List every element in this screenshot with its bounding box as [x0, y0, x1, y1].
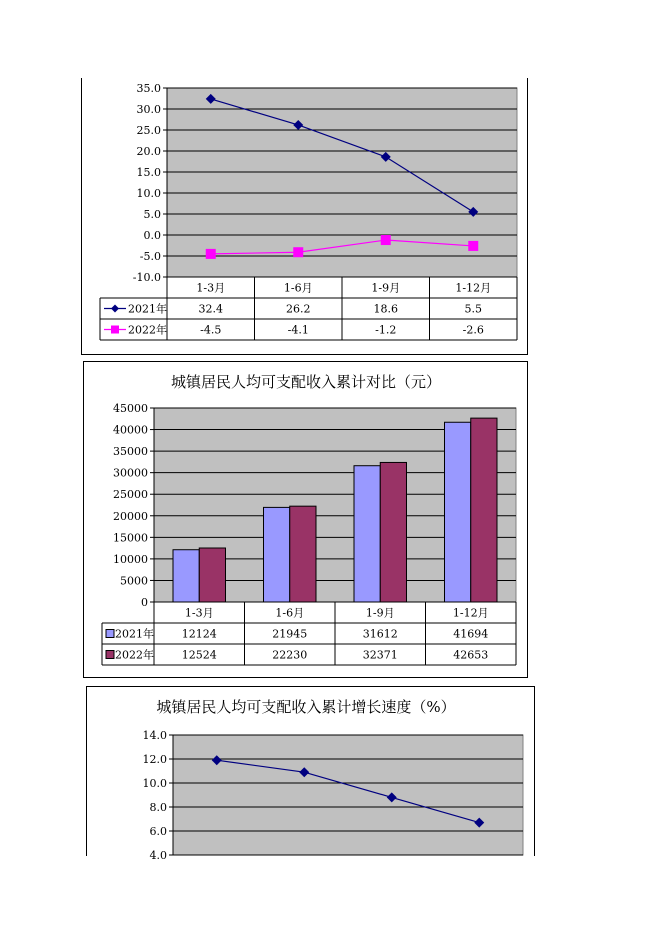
y-tick-label: 5.0 — [143, 208, 161, 221]
data-label: 31612 — [362, 627, 398, 641]
bar — [380, 462, 406, 602]
data-label: -4.5 — [200, 323, 222, 337]
category-label: 1-3月 — [196, 281, 226, 295]
y-tick-label: 8.0 — [149, 801, 167, 814]
bar — [354, 466, 380, 602]
bar — [445, 422, 471, 602]
y-tick-label: 0 — [141, 596, 148, 609]
y-tick-label: 25.0 — [136, 124, 161, 137]
bar — [471, 418, 497, 602]
data-label: 26.2 — [286, 302, 311, 316]
plot-area — [173, 735, 523, 855]
y-tick-label: 12.0 — [142, 753, 167, 766]
legend-key-marker — [111, 326, 119, 334]
y-tick-label: 10.0 — [136, 187, 161, 200]
y-tick-label: 35000 — [113, 445, 148, 459]
y-tick-label: 20.0 — [136, 145, 161, 158]
category-label: 1-6月 — [275, 606, 305, 620]
chart-title: 城镇居民人均可支配收入累计对比（元） — [170, 373, 442, 391]
y-tick-label: 15000 — [113, 531, 148, 545]
data-label: 42653 — [453, 648, 489, 662]
y-tick-label: 4.0 — [149, 849, 167, 862]
y-tick-label: -5.0 — [139, 250, 161, 263]
y-tick-label: 15.0 — [136, 166, 161, 179]
income-growth-line-chart — [87, 687, 536, 862]
data-point — [468, 241, 478, 251]
growth-rate-line-chart — [82, 78, 529, 355]
y-tick-label: 45000 — [113, 402, 148, 415]
y-tick-label: 5000 — [120, 574, 148, 588]
legend-key — [106, 651, 114, 659]
category-label: 1-9月 — [365, 606, 395, 620]
data-label: -2.6 — [462, 323, 484, 337]
data-point — [206, 249, 216, 259]
income-comparison-bar-chart — [84, 362, 529, 679]
chart-panel-income-growth — [86, 686, 535, 862]
category-label: 1-3月 — [184, 606, 214, 620]
chart-panel-growth-rate — [81, 78, 528, 355]
legend-key-marker — [111, 305, 119, 313]
y-tick-label: 25000 — [113, 488, 148, 502]
data-label: 32371 — [362, 648, 398, 662]
y-tick-label: 6.0 — [149, 825, 167, 838]
legend-key — [106, 630, 114, 638]
legend-label: 2022年 — [115, 648, 154, 662]
data-label: 32.4 — [198, 302, 223, 316]
data-label: 41694 — [453, 627, 489, 641]
plot-area — [167, 88, 517, 277]
y-tick-label: 10.0 — [142, 777, 167, 790]
bar — [199, 548, 225, 602]
data-label: 12524 — [181, 648, 217, 662]
data-point — [293, 247, 303, 257]
y-tick-label: 40000 — [113, 423, 148, 437]
data-label: 5.5 — [464, 302, 482, 316]
y-tick-label: 35.0 — [136, 82, 161, 95]
data-label: -1.2 — [375, 323, 397, 337]
data-point — [381, 235, 391, 245]
y-tick-label: 20000 — [113, 509, 148, 523]
data-label: 12124 — [181, 627, 217, 641]
bar — [290, 506, 316, 602]
legend-label: 2021年 — [115, 627, 154, 641]
chart-panel-income-comparison — [83, 361, 528, 678]
bar — [264, 507, 290, 602]
data-label: 21945 — [272, 627, 308, 641]
category-label: 1-12月 — [455, 281, 492, 295]
y-tick-label: -10.0 — [132, 271, 161, 284]
y-tick-label: 30.0 — [136, 103, 161, 116]
data-label: 22230 — [272, 648, 308, 662]
category-label: 1-9月 — [371, 281, 401, 295]
chart-title: 城镇居民人均可支配收入累计增长速度（%） — [156, 698, 456, 716]
y-tick-label: 30000 — [113, 466, 148, 480]
category-label: 1-12月 — [452, 606, 489, 620]
category-label: 1-6月 — [283, 281, 313, 295]
data-label: 18.6 — [373, 302, 398, 316]
legend-label: 2022年 — [128, 323, 167, 337]
y-tick-label: 0.0 — [143, 229, 161, 242]
data-label: -4.1 — [287, 323, 309, 337]
bar — [173, 550, 199, 602]
legend-label: 2021年 — [128, 302, 167, 316]
y-tick-label: 14.0 — [142, 729, 167, 742]
y-tick-label: 10000 — [113, 552, 148, 566]
